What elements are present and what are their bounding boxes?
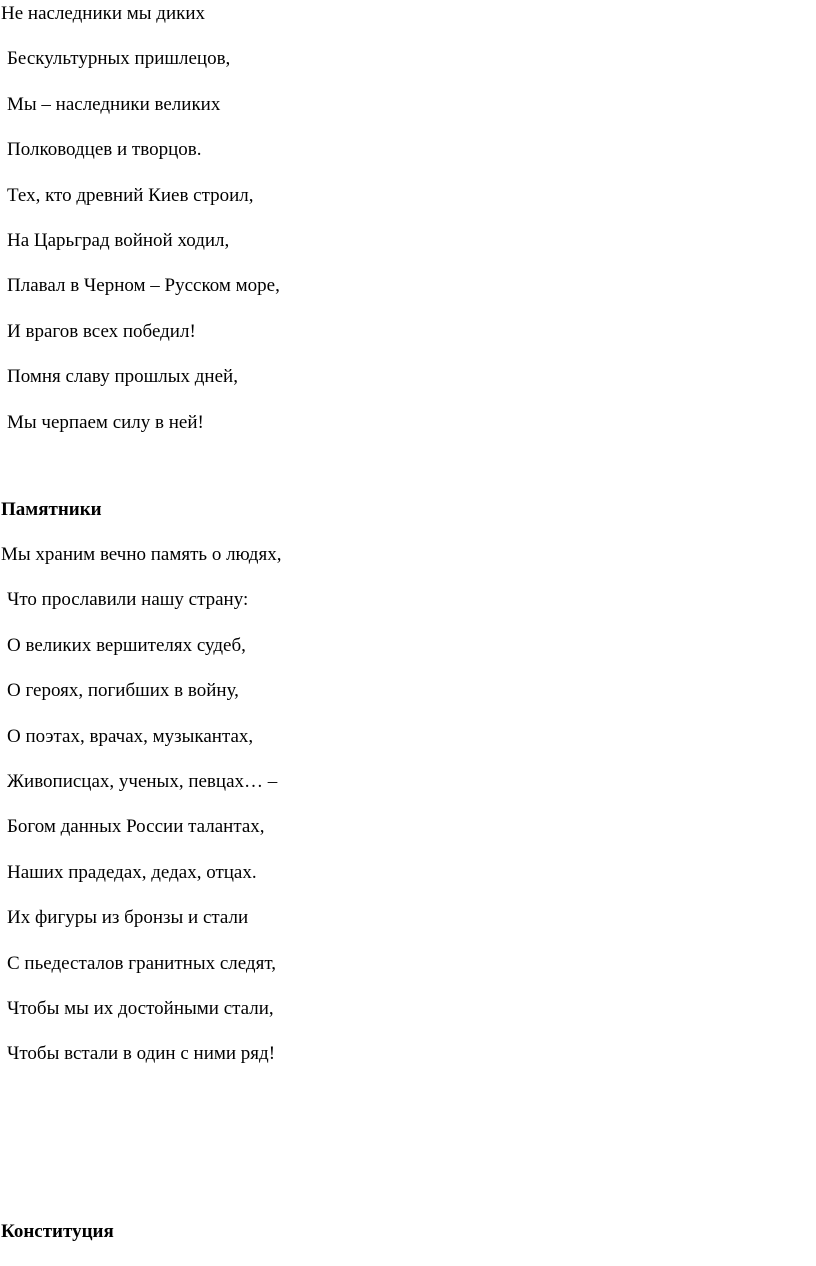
poem-line: Бескультурных пришлецов, (7, 48, 231, 70)
poem-line: Помня славу прошлых дней, (7, 366, 238, 388)
poem-line: Мы черпаем силу в ней! (7, 411, 204, 433)
poem-line: Живописцах, ученых, певцах… – (7, 770, 278, 792)
poem-line: Чтобы встали в один с ними ряд! (7, 1043, 276, 1065)
poem-line: На Царьград войной ходил, (7, 229, 230, 251)
poem-stanza (0, 542, 816, 1087)
poem-line: Мы храним вечно память о людях, (1, 544, 282, 565)
poem-line: Полководцев и творцов. (7, 139, 202, 161)
poem-line: Что прославили нашу страну: (7, 589, 249, 611)
poem-line: Их фигуры из бронзы и стали (7, 907, 249, 929)
poem-line: Чтобы мы их достойными стали, (7, 997, 274, 1019)
poem-line: Богом данных России талантах, (7, 816, 265, 838)
poem-line: С пьедесталов гранитных следят, (7, 952, 276, 974)
poem-line: Тех, кто древний Киев строил, (7, 184, 254, 206)
poem-line: Не наследники мы диких (1, 3, 206, 24)
section-heading-monuments: Памятники (1, 499, 102, 520)
poem-stanza (0, 1, 816, 455)
poem-line: О героях, погибших в войну, (7, 680, 239, 702)
poem-line: О великих вершителях судеб, (7, 634, 246, 656)
poem-line: Мы – наследники великих (7, 93, 221, 115)
poem-line: О поэтах, врачах, музыкантах, (7, 725, 254, 747)
poem-line: Наших прадедах, дедах, отцах. (7, 861, 257, 883)
poem-line: Плавал в Черном – Русском море, (7, 275, 280, 297)
poem-line: И врагов всех победил! (7, 320, 196, 342)
section-heading-constitution: Конституция (1, 1221, 114, 1242)
